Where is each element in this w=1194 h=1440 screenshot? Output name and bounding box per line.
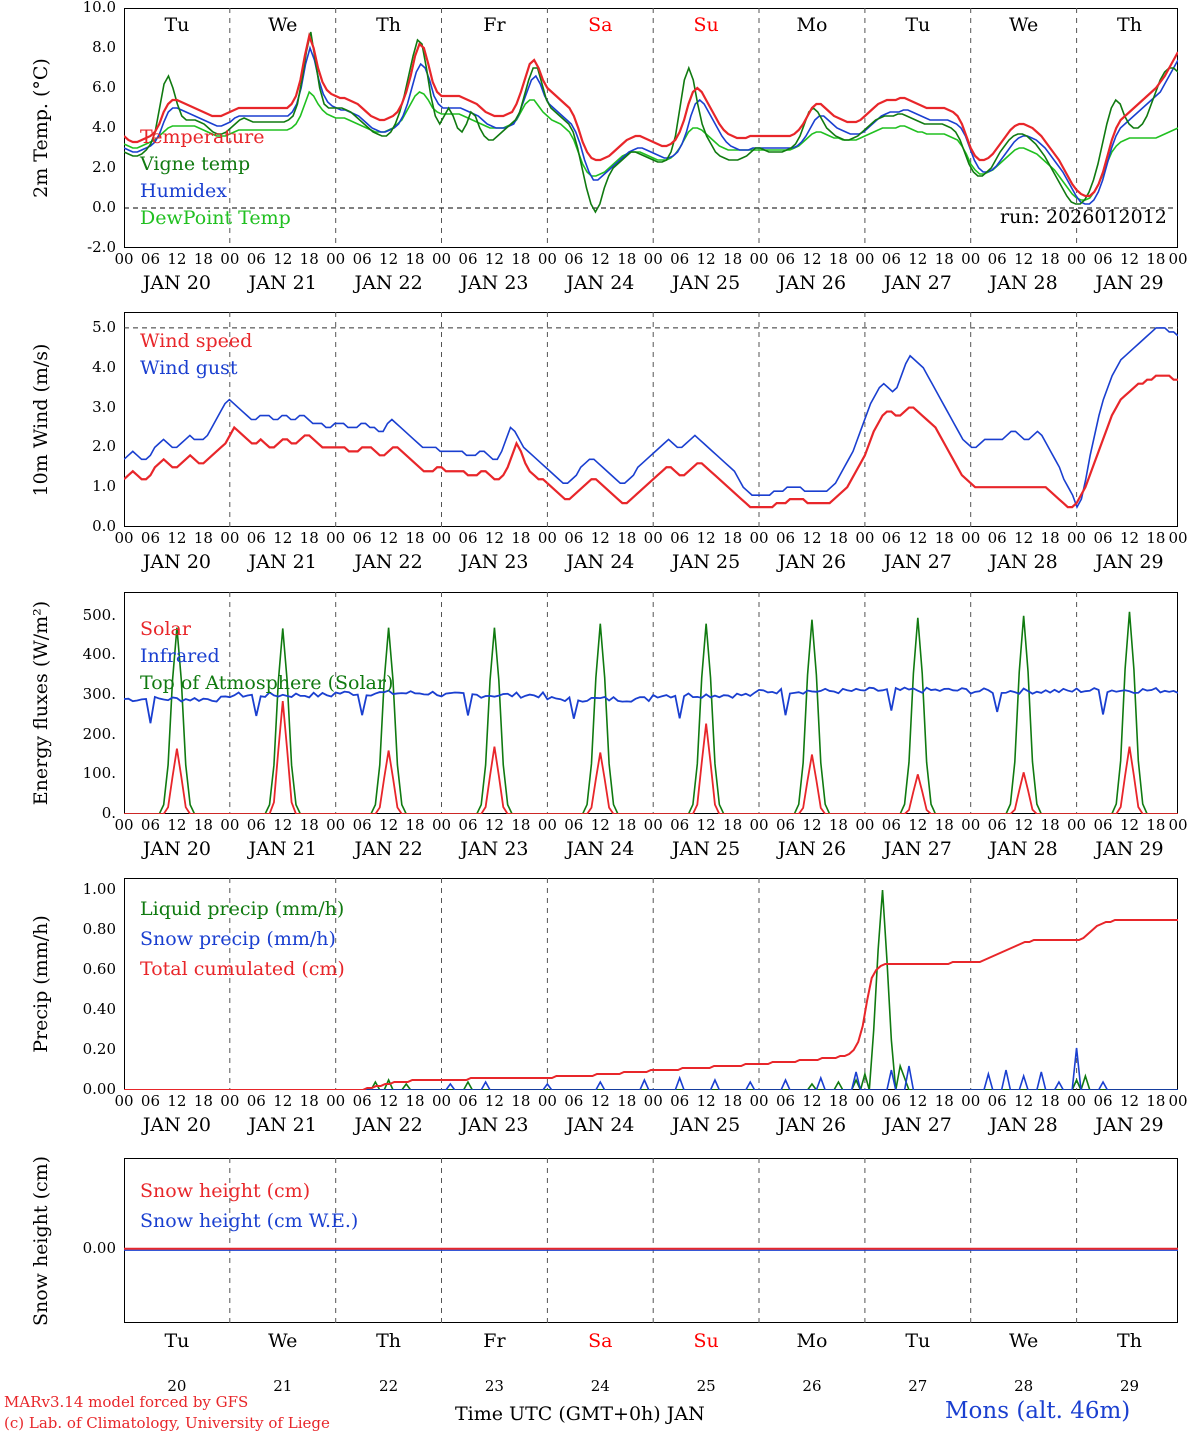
day-label: JAN 24 [566, 1114, 635, 1136]
hour-tick: 00 [431, 250, 452, 268]
temperature-legend-item: Temperature [140, 126, 265, 148]
wind-legend-item: Wind gust [140, 357, 238, 379]
hour-tick: 18 [1040, 816, 1060, 834]
hour-tick: 12 [802, 529, 822, 547]
hour-tick: 00 [431, 529, 452, 547]
day-label: JAN 24 [566, 551, 635, 573]
weekday-label-bottom: We [268, 1330, 298, 1352]
hour-tick: 00 [326, 816, 346, 834]
hour-tick: 18 [405, 1092, 425, 1110]
hour-tick: 18 [193, 816, 213, 834]
hour-tick: 18 [405, 816, 425, 834]
precip-ytick: 0.20 [82, 1040, 116, 1058]
hour-tick: 00 [643, 250, 663, 268]
day-number-label: 27 [908, 1377, 928, 1395]
temperature-legend-item: Vigne temp [140, 153, 251, 175]
hour-tick: 00 [749, 250, 769, 268]
day-number-label: 22 [379, 1377, 399, 1395]
weekday-label-bottom: Tu [164, 1330, 190, 1352]
hour-tick: 06 [140, 250, 160, 268]
precip-ytick: 0.60 [82, 960, 116, 978]
temperature-legend-item: Humidex [140, 180, 228, 202]
weekday-label-bottom: Tu [905, 1330, 931, 1352]
hour-tick: 00 [643, 1092, 663, 1110]
hour-tick: 00 [220, 529, 240, 547]
temperature-ytick: 0.0 [92, 198, 116, 216]
energy_fluxes-y-axis-label: Energy fluxes (W/m²) [30, 600, 52, 806]
weekday-label-bottom: Th [1117, 1330, 1142, 1352]
run-label: run: 2026012012 [1000, 206, 1167, 228]
hour-tick: 00 [1168, 250, 1188, 268]
energy_fluxes-plot [124, 592, 1178, 814]
hour-tick: 18 [828, 1092, 848, 1110]
day-number-label: 28 [1014, 1377, 1034, 1395]
hour-tick: 18 [617, 529, 637, 547]
hour-tick: 00 [537, 1092, 557, 1110]
hour-tick: 12 [1119, 250, 1140, 268]
hour-tick: 18 [934, 1092, 954, 1110]
wind-ytick: 1.0 [92, 477, 116, 496]
hour-tick: 06 [246, 1092, 266, 1110]
day-label: JAN 29 [1095, 1114, 1164, 1136]
day-label: JAN 20 [142, 272, 211, 294]
hour-tick: 12 [273, 816, 293, 834]
hour-tick: 12 [590, 816, 610, 834]
hour-tick: 06 [670, 816, 690, 834]
station-label: Mons (alt. 46m) [945, 1398, 1131, 1424]
weekday-label-bottom: Fr [483, 1330, 506, 1352]
day-number-label: 20 [167, 1377, 187, 1395]
hour-tick: 00 [431, 1092, 452, 1110]
day-label: JAN 24 [566, 272, 635, 294]
day-label: JAN 25 [672, 551, 741, 573]
day-label: JAN 26 [777, 551, 847, 573]
hour-tick: 06 [775, 1092, 796, 1110]
day-label: JAN 22 [354, 1114, 423, 1136]
hour-tick: 00 [855, 816, 875, 834]
temperature-ytick: 10.0 [82, 0, 116, 16]
hour-tick: 06 [352, 816, 372, 834]
day-label: JAN 22 [354, 272, 423, 294]
hour-tick: 18 [299, 250, 319, 268]
hour-tick: 00 [114, 529, 134, 547]
hour-tick: 12 [908, 250, 928, 268]
hour-tick: 00 [961, 250, 981, 268]
hour-tick: 00 [643, 816, 663, 834]
hour-tick: 18 [1146, 250, 1166, 268]
hour-tick: 18 [299, 816, 319, 834]
hour-tick: 06 [564, 250, 584, 268]
energy_fluxes-ytick: 200. [82, 724, 116, 743]
hour-tick: 18 [1040, 250, 1060, 268]
hour-tick: 18 [934, 816, 954, 834]
hour-tick: 06 [670, 1092, 690, 1110]
day-label: JAN 21 [248, 551, 317, 573]
hour-tick: 06 [775, 529, 796, 547]
day-label: JAN 20 [142, 838, 211, 860]
day-label: JAN 29 [1095, 272, 1164, 294]
hour-tick: 00 [220, 1092, 240, 1110]
hour-tick: 06 [564, 816, 584, 834]
weekday-label-bottom: We [1009, 1330, 1039, 1352]
day-label: JAN 25 [672, 272, 741, 294]
hour-tick: 12 [1119, 529, 1140, 547]
weekday-label-top: Th [376, 14, 402, 36]
hour-tick: 18 [193, 1092, 213, 1110]
weekday-label-top: Mo [796, 14, 828, 36]
hour-tick: 12 [484, 250, 504, 268]
hour-tick: 06 [775, 816, 796, 834]
hour-tick: 18 [511, 250, 531, 268]
hour-tick: 12 [1014, 816, 1034, 834]
hour-tick: 00 [749, 1092, 769, 1110]
temperature-ytick: -2.0 [87, 238, 116, 256]
hour-tick: 06 [246, 816, 266, 834]
hour-tick: 18 [723, 529, 743, 547]
hour-tick: 18 [511, 529, 531, 547]
hour-tick: 06 [987, 529, 1007, 547]
hour-tick: 12 [167, 816, 187, 834]
day-number-label: 29 [1119, 1377, 1140, 1395]
weekday-label-bottom: Su [693, 1330, 719, 1352]
temperature-y-axis-label: 2m Temp. (°C) [30, 58, 52, 198]
temperature-ytick: 4.0 [92, 118, 116, 136]
day-label: JAN 22 [354, 551, 423, 573]
hour-tick: 00 [220, 250, 240, 268]
footer-copyright: (c) Lab. of Climatology, University of Liege [4, 1414, 330, 1432]
hour-tick: 00 [114, 250, 134, 268]
snow_height-legend-item: Snow height (cm W.E.) [140, 1210, 359, 1232]
hour-tick: 12 [379, 816, 399, 834]
hour-tick: 06 [670, 529, 690, 547]
hour-tick: 00 [1067, 1092, 1087, 1110]
hour-tick: 06 [881, 1092, 901, 1110]
hour-tick: 18 [617, 1092, 637, 1110]
hour-tick: 18 [299, 1092, 319, 1110]
hour-tick: 12 [379, 250, 399, 268]
energy_fluxes-legend-item: Top of Atmosphere (Solar) [140, 672, 394, 694]
hour-tick: 12 [908, 816, 928, 834]
hour-tick: 18 [934, 529, 954, 547]
hour-tick: 00 [855, 1092, 875, 1110]
hour-tick: 18 [511, 1092, 531, 1110]
hour-tick: 00 [855, 250, 875, 268]
hour-tick: 18 [511, 816, 531, 834]
wind-legend-item: Wind speed [140, 330, 253, 352]
weekday-label-bottom: Th [376, 1330, 402, 1352]
hour-tick: 06 [140, 529, 160, 547]
day-label: JAN 27 [883, 551, 952, 573]
day-label: JAN 28 [989, 1114, 1058, 1136]
hour-tick: 00 [961, 1092, 981, 1110]
hour-tick: 06 [670, 250, 690, 268]
hour-tick: 00 [643, 529, 663, 547]
hour-tick: 12 [590, 529, 610, 547]
hour-tick: 06 [458, 529, 478, 547]
hour-tick: 12 [696, 529, 716, 547]
precip-ytick: 0.00 [82, 1080, 116, 1098]
hour-tick: 18 [193, 250, 213, 268]
precip-ytick: 0.40 [82, 1000, 116, 1018]
day-label: JAN 28 [989, 551, 1058, 573]
hour-tick: 00 [1168, 529, 1188, 547]
hour-tick: 12 [1014, 529, 1034, 547]
day-label: JAN 20 [142, 551, 211, 573]
hour-tick: 18 [1146, 816, 1166, 834]
hour-tick: 06 [1093, 250, 1113, 268]
hour-tick: 18 [1040, 1092, 1060, 1110]
day-label: JAN 22 [354, 838, 423, 860]
hour-tick: 06 [458, 816, 478, 834]
weekday-label-top: Th [1117, 14, 1142, 36]
hour-tick: 12 [696, 250, 716, 268]
hour-tick: 00 [220, 816, 240, 834]
hour-tick: 00 [749, 529, 769, 547]
hour-tick: 06 [458, 1092, 478, 1110]
day-label: JAN 26 [777, 1114, 847, 1136]
hour-tick: 00 [1168, 816, 1188, 834]
hour-tick: 12 [696, 1092, 716, 1110]
hour-tick: 12 [273, 250, 293, 268]
day-label: JAN 23 [460, 838, 529, 860]
wind-ytick: 0.0 [92, 517, 116, 535]
hour-tick: 18 [1040, 529, 1060, 547]
weekday-label-bottom: Mo [796, 1330, 828, 1352]
hour-tick: 12 [167, 1092, 187, 1110]
hour-tick: 12 [1014, 1092, 1034, 1110]
hour-tick: 00 [537, 816, 557, 834]
day-number-label: 25 [696, 1377, 716, 1395]
hour-tick: 18 [1146, 1092, 1166, 1110]
day-label: JAN 27 [883, 272, 952, 294]
hour-tick: 00 [537, 529, 557, 547]
weekday-label-top: Tu [164, 14, 190, 36]
hour-tick: 00 [326, 1092, 346, 1110]
hour-tick: 12 [802, 250, 822, 268]
hour-tick: 06 [352, 1092, 372, 1110]
hour-tick: 18 [828, 816, 848, 834]
hour-tick: 06 [881, 529, 901, 547]
precip-y-axis-label: Precip (mm/h) [30, 915, 52, 1053]
hour-tick: 18 [828, 529, 848, 547]
hour-tick: 18 [723, 816, 743, 834]
hour-tick: 12 [273, 1092, 293, 1110]
snow_height-legend-item: Snow height (cm) [140, 1180, 311, 1202]
wind-ytick: 5.0 [92, 317, 116, 336]
hour-tick: 06 [987, 250, 1007, 268]
day-number-label: 24 [590, 1377, 610, 1395]
hour-tick: 12 [1014, 250, 1034, 268]
hour-tick: 06 [881, 816, 901, 834]
weekday-label-top: Su [693, 14, 719, 36]
wind-ytick: 3.0 [92, 397, 116, 416]
day-number-label: 21 [273, 1377, 293, 1395]
day-label: JAN 25 [672, 838, 741, 860]
hour-tick: 06 [246, 529, 266, 547]
energy_fluxes-ytick: 500. [82, 605, 116, 624]
hour-tick: 00 [1067, 529, 1087, 547]
hour-tick: 12 [484, 816, 504, 834]
hour-tick: 06 [564, 1092, 584, 1110]
day-label: JAN 26 [777, 838, 847, 860]
precip-legend-item: Snow precip (mm/h) [140, 928, 336, 950]
hour-tick: 18 [193, 529, 213, 547]
hour-tick: 12 [167, 529, 187, 547]
temperature-ytick: 8.0 [92, 38, 116, 56]
x-axis-title: Time UTC (GMT+0h) JAN [455, 1403, 705, 1425]
day-label: JAN 26 [777, 272, 847, 294]
hour-tick: 18 [617, 816, 637, 834]
day-label: JAN 24 [566, 838, 635, 860]
temperature-legend-item: DewPoint Temp [140, 207, 291, 229]
wind-ytick: 2.0 [92, 437, 116, 456]
day-label: JAN 27 [883, 1114, 952, 1136]
day-number-label: 23 [484, 1377, 504, 1395]
hour-tick: 18 [723, 250, 743, 268]
day-label: JAN 25 [672, 1114, 741, 1136]
hour-tick: 18 [828, 250, 848, 268]
hour-tick: 12 [379, 1092, 399, 1110]
day-label: JAN 21 [248, 1114, 317, 1136]
hour-tick: 12 [908, 529, 928, 547]
weekday-label-top: Tu [905, 14, 931, 36]
hour-tick: 06 [1093, 816, 1113, 834]
hour-tick: 12 [484, 1092, 504, 1110]
day-label: JAN 20 [142, 1114, 211, 1136]
hour-tick: 06 [1093, 529, 1113, 547]
hour-tick: 06 [140, 1092, 160, 1110]
weekday-label-bottom: Sa [588, 1330, 613, 1352]
day-label: JAN 23 [460, 272, 529, 294]
hour-tick: 00 [1067, 250, 1087, 268]
hour-tick: 12 [802, 816, 822, 834]
hour-tick: 12 [167, 250, 187, 268]
hour-tick: 12 [696, 816, 716, 834]
day-number-label: 26 [802, 1377, 822, 1395]
hour-tick: 06 [987, 1092, 1007, 1110]
weekday-label-top: We [1009, 14, 1039, 36]
precip-legend-item: Total cumulated (cm) [140, 958, 345, 980]
hour-tick: 00 [1067, 816, 1087, 834]
day-label: JAN 21 [248, 838, 317, 860]
hour-tick: 06 [881, 250, 901, 268]
hour-tick: 06 [458, 250, 478, 268]
hour-tick: 06 [1093, 1092, 1113, 1110]
hour-tick: 06 [352, 529, 372, 547]
day-label: JAN 21 [248, 272, 317, 294]
footer-model: MARv3.14 model forced by GFS [4, 1393, 249, 1411]
wind-plot [124, 312, 1178, 527]
weekday-label-top: Sa [588, 14, 613, 36]
day-label: JAN 28 [989, 838, 1058, 860]
hour-tick: 12 [484, 529, 504, 547]
energy_fluxes-ytick: 400. [82, 645, 116, 664]
hour-tick: 18 [1146, 529, 1166, 547]
day-label: JAN 23 [460, 1114, 529, 1136]
snow_height-y-axis-label: Snow height (cm) [30, 1155, 52, 1326]
hour-tick: 00 [431, 816, 452, 834]
day-label: JAN 29 [1095, 838, 1164, 860]
day-label: JAN 29 [1095, 551, 1164, 573]
hour-tick: 12 [1119, 1092, 1140, 1110]
precip-legend-item: Liquid precip (mm/h) [140, 898, 345, 920]
energy_fluxes-legend-item: Infrared [140, 645, 220, 667]
hour-tick: 00 [537, 250, 557, 268]
hour-tick: 06 [352, 250, 372, 268]
energy_fluxes-ytick: 0. [101, 804, 116, 822]
hour-tick: 06 [140, 816, 160, 834]
hour-tick: 00 [114, 816, 134, 834]
hour-tick: 12 [908, 1092, 928, 1110]
hour-tick: 00 [961, 529, 981, 547]
energy_fluxes-legend-item: Solar [140, 618, 191, 640]
day-label: JAN 27 [883, 838, 952, 860]
hour-tick: 12 [802, 1092, 822, 1110]
snow_height-ytick: 0.00 [82, 1238, 116, 1257]
day-label: JAN 28 [989, 272, 1058, 294]
wind-ytick: 4.0 [92, 357, 116, 376]
hour-tick: 18 [723, 1092, 743, 1110]
hour-tick: 18 [934, 250, 954, 268]
day-label: JAN 23 [460, 551, 529, 573]
hour-tick: 00 [961, 816, 981, 834]
hour-tick: 18 [617, 250, 637, 268]
hour-tick: 18 [299, 529, 319, 547]
weekday-label-top: We [268, 14, 298, 36]
hour-tick: 06 [775, 250, 796, 268]
wind-y-axis-label: 10m Wind (m/s) [30, 343, 52, 496]
temperature-ytick: 2.0 [92, 158, 116, 176]
hour-tick: 18 [405, 529, 425, 547]
hour-tick: 06 [987, 816, 1007, 834]
hour-tick: 12 [273, 529, 293, 547]
hour-tick: 00 [855, 529, 875, 547]
hour-tick: 12 [379, 529, 399, 547]
precip-ytick: 1.00 [82, 880, 116, 898]
hour-tick: 00 [326, 529, 346, 547]
hour-tick: 12 [590, 1092, 610, 1110]
precip-ytick: 0.80 [82, 920, 116, 938]
hour-tick: 12 [590, 250, 610, 268]
hour-tick: 00 [114, 1092, 134, 1110]
hour-tick: 18 [405, 250, 425, 268]
hour-tick: 00 [749, 816, 769, 834]
hour-tick: 00 [326, 250, 346, 268]
energy_fluxes-ytick: 300. [82, 685, 116, 704]
hour-tick: 00 [1168, 1092, 1188, 1110]
hour-tick: 12 [1119, 816, 1140, 834]
weekday-label-top: Fr [483, 14, 506, 36]
hour-tick: 06 [246, 250, 266, 268]
temperature-ytick: 6.0 [92, 78, 116, 96]
energy_fluxes-ytick: 100. [82, 764, 116, 783]
hour-tick: 06 [564, 529, 584, 547]
